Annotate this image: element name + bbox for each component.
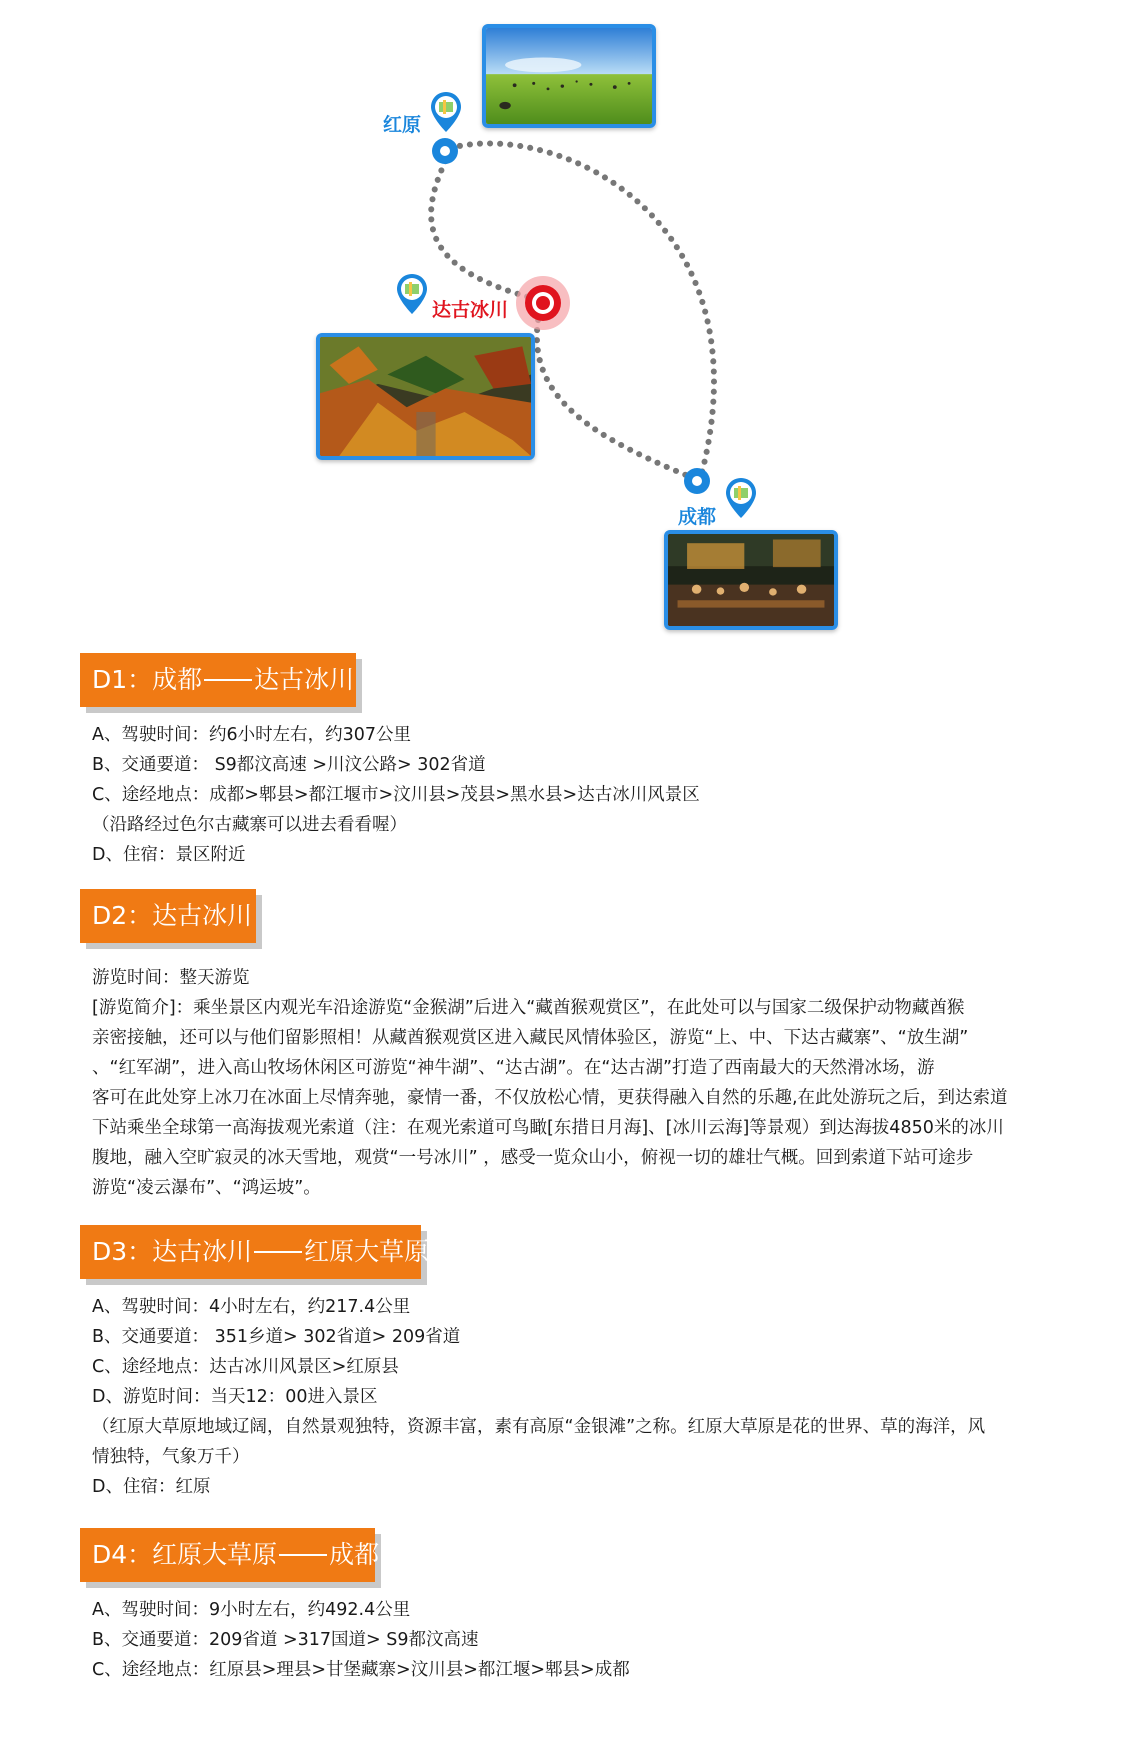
detail-line: 、“红军湖”，进入高山牧场休闲区可游览“神牛湖”、“达古湖”。在“达古湖”打造了西南最大的天然滑冰场，游 <box>92 1058 935 1078</box>
map-pin-icon <box>395 272 429 316</box>
detail-line: 腹地，融入空旷寂灵的冰天雪地，观赏“一号冰川” ，感受一览众山小，俯视一切的雄壮气概。回到索道下站可途步 <box>92 1148 974 1168</box>
detail-line: D、游览时间：当天12：00进入景区 <box>92 1387 378 1407</box>
day-2-banner <box>80 889 256 943</box>
day-3-banner <box>80 1225 430 1279</box>
title-dash <box>204 679 252 681</box>
day-4-title-from: D4：红原大草原 <box>92 1540 278 1569</box>
detail-line: 情独特，气象万千） <box>92 1447 250 1467</box>
day-2-title-text: D2：达古冰川 <box>92 901 253 930</box>
dagu-node <box>515 275 571 331</box>
glacier-forest-photo <box>316 333 535 460</box>
detail-line: A、驾驶时间：4小时左右，约217.4公里 <box>92 1297 411 1317</box>
route-map <box>0 0 1125 640</box>
day-4-details <box>92 1595 1022 1685</box>
detail-line: 客可在此处穿上冰刀在冰面上尽情奔驰，豪情一番，不仅放松心情，更获得融入自然的乐趣,在此处游玩之后，到达索道 <box>92 1088 1008 1108</box>
detail-line: 下站乘坐全球第一高海拔观光索道（注：在观光索道可鸟瞰[东措日月海]、[冰川云海]等景观）到达海拔4850米的冰川 <box>92 1118 1004 1138</box>
detail-line: 亲密接触，还可以与他们留影照相！从藏酋猴观赏区进入藏民风情体验区，游览“上、中、下达古藏寨”、“放生湖” <box>92 1028 969 1048</box>
day-3-title-to: 红原大草原 <box>304 1237 430 1266</box>
day-1-title <box>80 653 356 707</box>
detail-line: B、交通要道： 351乡道> 302省道> 209省道 <box>92 1327 461 1347</box>
day-3-title-from: D3：达古冰川 <box>92 1237 253 1266</box>
day-3-title <box>80 1225 430 1279</box>
detail-line: A、驾驶时间：约6小时左右，约307公里 <box>92 725 412 745</box>
detail-line: 游览“凌云瀑布”、“鸿运坡”。 <box>92 1178 321 1198</box>
detail-line: C、途经地点：红原县>理县>甘堡藏寨>汶川县>都江堰>郫县>成都 <box>92 1660 630 1680</box>
route-dagu-chengdu <box>537 310 698 480</box>
day-1-title-from: D1：成都 <box>92 665 203 694</box>
detail-line: （沿路经过色尔古藏寨可以进去看看喔） <box>92 815 407 835</box>
grassland-photo <box>482 24 656 128</box>
day-3-details <box>92 1292 1022 1502</box>
day-1-banner <box>80 653 356 707</box>
title-dash <box>279 1554 327 1556</box>
detail-line: [游览简介]：乘坐景区内观光车沿途游览“金猴湖”后进入“藏酋猴观赏区”，在此处可以与国家二级保护动物藏酋猴 <box>92 998 965 1018</box>
chengdu-node <box>682 466 712 496</box>
day-1-details <box>92 720 1022 870</box>
detail-line: D、住宿：景区附近 <box>92 845 246 865</box>
day-2-details <box>92 963 1022 1203</box>
day-4-banner <box>80 1528 380 1582</box>
detail-line: B、交通要道： S9都汶高速 >川汶公路> 302省道 <box>92 755 486 775</box>
detail-line: C、途经地点：达古冰川风景区>红原县 <box>92 1357 399 1377</box>
map-pin-icon <box>724 476 758 520</box>
detail-line: （红原大草原地域辽阔，自然景观独特，资源丰富，素有高原“金银滩”之称。红原大草原是花的世界、草的海洋，风 <box>92 1417 986 1437</box>
day-4-title-to: 成都 <box>329 1540 380 1569</box>
title-dash <box>254 1251 302 1253</box>
day-4-title <box>80 1528 380 1582</box>
detail-line: D、住宿：红原 <box>92 1477 211 1497</box>
chengdu-teahouse-photo <box>664 530 838 630</box>
detail-line: B、交通要道：209省道 >317国道> S9都汶高速 <box>92 1630 479 1650</box>
city-label-dagu: 达古冰川 <box>432 299 509 321</box>
hongyuan-node <box>430 136 460 166</box>
map-pin-icon <box>429 90 463 134</box>
detail-line: 游览时间：整天游览 <box>92 968 250 988</box>
day-2-title <box>80 889 256 943</box>
day-1-title-to: 达古冰川 <box>254 665 355 694</box>
city-label-hongyuan: 红原 <box>383 114 422 136</box>
detail-line: C、途经地点：成都>郫县>都江堰市>汶川县>茂县>黑水县>达古冰川风景区 <box>92 785 700 805</box>
city-label-chengdu: 成都 <box>678 506 717 528</box>
detail-line: A、驾驶时间：9小时左右，约492.4公里 <box>92 1600 411 1620</box>
